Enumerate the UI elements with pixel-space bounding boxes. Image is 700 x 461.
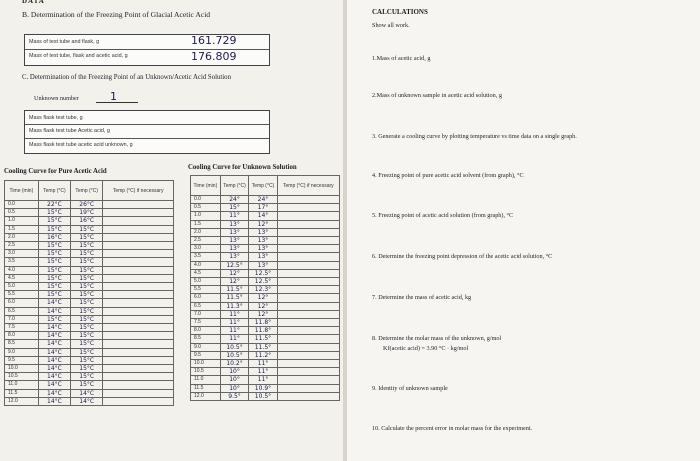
pure-row [5, 201, 174, 209]
pure-temp-cell [103, 332, 174, 340]
unknown-temp-cell: 11.8° [249, 327, 277, 335]
pure-temp-cell: 15°C [71, 274, 103, 282]
question-2: 2.Mass of unknown sample in acetic acid solution, g [372, 92, 502, 99]
unknown-row [191, 261, 340, 269]
unknown-time-cell: 0.5 [191, 204, 221, 212]
pure-temp-cell: 15°C [71, 324, 103, 332]
pure-temp-cell [103, 217, 174, 225]
pure-row [5, 365, 174, 373]
unknown-curve-title: Cooling Curve for Unknown Solution [188, 164, 297, 171]
pure-row [5, 283, 174, 291]
unknown-temp-cell: 11.5° [220, 286, 248, 294]
unknown-cooling-table [190, 175, 340, 401]
pure-time-cell: 2.5 [5, 242, 39, 250]
pure-temp-cell: 15°C [38, 242, 70, 250]
pure-temp-cell: 15°C [71, 258, 103, 266]
unknown-row [191, 286, 340, 294]
pure-temp-cell [103, 315, 174, 323]
unknown-number-value: 1 [110, 90, 117, 103]
pure-temp-cell [103, 373, 174, 381]
pure-row [5, 340, 174, 348]
unknown-header-4: Temp (°C) if necessary [277, 176, 339, 196]
pure-temp-cell: 14°C [38, 332, 70, 340]
unknown-header-3: Temp (°C) [249, 176, 277, 196]
unknown-header-1: Time (min) [191, 176, 221, 196]
unknown-time-cell: 7.0 [191, 310, 221, 318]
pure-row [5, 373, 174, 381]
pure-temp-cell: 15°C [38, 274, 70, 282]
unknown-row [191, 196, 340, 204]
unknown-time-cell: 10.0 [191, 360, 221, 368]
pure-temp-cell [103, 233, 174, 241]
pure-row [5, 397, 174, 405]
calculations-title: CALCULATIONS [372, 8, 428, 16]
question-8: 8. Determine the molar mass of the unknown, g/mol [372, 335, 502, 342]
pure-temp-cell: 14°C [38, 356, 70, 364]
question-9: 9. Identity of unknown sample [372, 385, 448, 392]
pure-time-cell: 0.0 [5, 201, 39, 209]
unknown-row [191, 278, 340, 286]
unknown-temp-cell: 12.3° [249, 286, 277, 294]
unknown-temp-cell [277, 294, 339, 302]
unknown-temp-cell: 11° [220, 327, 248, 335]
unknown-temp-cell [277, 253, 339, 261]
pure-temp-cell: 26°C [71, 201, 103, 209]
pure-temp-cell: 14°C [71, 389, 103, 397]
unknown-temp-cell: 12° [249, 294, 277, 302]
unknown-time-cell: 9.0 [191, 343, 221, 351]
pure-temp-cell: 15°C [71, 225, 103, 233]
unknown-temp-cell [277, 220, 339, 228]
unknown-time-cell: 2.5 [191, 237, 221, 245]
pure-temp-cell: 14°C [38, 397, 70, 405]
pure-temp-cell: 14°C [38, 381, 70, 389]
pure-temp-cell: 15°C [38, 266, 70, 274]
mass-flask-tt-acid-label: Mass flask test tube Acetic acid, g [29, 128, 110, 134]
unknown-time-cell: 5.0 [191, 278, 221, 286]
unknown-temp-cell [277, 351, 339, 359]
pure-temp-cell: 15°C [38, 291, 70, 299]
unknown-temp-cell [277, 269, 339, 277]
pure-row [5, 225, 174, 233]
section-b-title: B. Determination of the Freezing Point of Glacial Acetic Acid [22, 10, 211, 19]
unknown-time-cell: 4.5 [191, 269, 221, 277]
unknown-temp-cell: 11.5° [249, 343, 277, 351]
unknown-time-cell: 1.5 [191, 220, 221, 228]
unknown-time-cell: 11.5 [191, 384, 221, 392]
pure-temp-cell [103, 291, 174, 299]
unknown-temp-cell [277, 376, 339, 384]
pure-time-cell: 8.0 [5, 332, 39, 340]
unknown-time-cell: 7.5 [191, 319, 221, 327]
unknown-temp-cell: 13° [220, 228, 248, 236]
unknown-row [191, 384, 340, 392]
section-b-table [24, 34, 270, 66]
pure-row [5, 381, 174, 389]
unknown-temp-cell: 13° [220, 245, 248, 253]
pure-time-cell: 1.5 [5, 225, 39, 233]
section-c-title: C. Determination of the Freezing Point of an Unknown/Acetic Acid Solution [22, 74, 231, 81]
pure-temp-cell: 15°C [71, 233, 103, 241]
pure-row [5, 307, 174, 315]
pure-temp-cell [103, 225, 174, 233]
unknown-row [191, 294, 340, 302]
data-sheet-photo [0, 0, 343, 461]
pure-temp-cell: 15°C [71, 381, 103, 389]
unknown-temp-cell: 9.5° [220, 392, 248, 400]
pure-time-cell: 0.5 [5, 209, 39, 217]
pure-temp-cell: 14°C [38, 348, 70, 356]
unknown-temp-cell: 12.5° [249, 269, 277, 277]
pure-time-cell: 4.0 [5, 266, 39, 274]
unknown-temp-cell [277, 343, 339, 351]
pure-row [5, 356, 174, 364]
pure-row [5, 299, 174, 307]
unknown-time-cell: 3.0 [191, 245, 221, 253]
pure-temp-cell [103, 397, 174, 405]
unknown-row [191, 368, 340, 376]
unknown-time-cell: 8.5 [191, 335, 221, 343]
pure-temp-cell: 15°C [71, 242, 103, 250]
pure-temp-cell: 15°C [38, 315, 70, 323]
pure-temp-cell [103, 258, 174, 266]
pure-header-3: Temp (°C) [71, 181, 103, 201]
pure-temp-cell: 15°C [71, 365, 103, 373]
pure-row [5, 217, 174, 225]
unknown-temp-cell [277, 384, 339, 392]
unknown-time-cell: 6.5 [191, 302, 221, 310]
unknown-temp-cell [277, 278, 339, 286]
question-8-note: Kf(acetic acid) = 3.90 °C · kg/mol [383, 345, 469, 352]
pure-time-cell: 9.0 [5, 348, 39, 356]
pure-row [5, 266, 174, 274]
unknown-row [191, 376, 340, 384]
unknown-row [191, 351, 340, 359]
question-10: 10. Calculate the percent error in molar mass for the experiment. [372, 425, 533, 432]
unknown-temp-cell [277, 286, 339, 294]
pure-time-cell: 2.0 [5, 233, 39, 241]
unknown-time-cell: 3.5 [191, 253, 221, 261]
pure-temp-cell: 15°C [71, 340, 103, 348]
calculations-subtitle: Show all work. [372, 22, 410, 29]
pure-time-cell: 4.5 [5, 274, 39, 282]
unknown-temp-cell: 13° [249, 237, 277, 245]
unknown-temp-cell [277, 245, 339, 253]
unknown-temp-cell: 11° [249, 368, 277, 376]
pure-temp-cell [103, 274, 174, 282]
unknown-temp-cell: 13° [220, 220, 248, 228]
pure-time-cell: 3.0 [5, 250, 39, 258]
unknown-temp-cell [277, 327, 339, 335]
pure-temp-cell: 16°C [71, 217, 103, 225]
unknown-temp-cell: 11° [220, 335, 248, 343]
pure-temp-cell: 15°C [71, 266, 103, 274]
unknown-temp-cell: 12° [249, 310, 277, 318]
unknown-temp-cell: 14° [249, 212, 277, 220]
pure-time-cell: 7.0 [5, 315, 39, 323]
pure-row [5, 332, 174, 340]
pure-row [5, 274, 174, 282]
pure-temp-cell [103, 356, 174, 364]
unknown-temp-cell: 13° [249, 261, 277, 269]
question-4: 4. Freezing point of pure acetic acid solvent (from graph), °C [372, 172, 524, 179]
pure-temp-cell: 15°C [38, 225, 70, 233]
unknown-time-cell: 11.0 [191, 376, 221, 384]
mass-acid-label: Mass of test tube, flask and acetic acid, g [29, 53, 128, 59]
unknown-temp-cell: 10° [220, 384, 248, 392]
unknown-time-cell: 9.5 [191, 351, 221, 359]
pure-time-cell: 3.5 [5, 258, 39, 266]
pure-row [5, 315, 174, 323]
pure-temp-cell [103, 340, 174, 348]
unknown-time-cell: 0.0 [191, 196, 221, 204]
pure-temp-cell: 15°C [38, 209, 70, 217]
unknown-time-cell: 10.5 [191, 368, 221, 376]
unknown-row [191, 310, 340, 318]
pure-temp-cell [103, 389, 174, 397]
pure-temp-cell [103, 201, 174, 209]
question-5: 5. Freezing point of acetic acid solution (from graph), °C [372, 212, 514, 219]
pure-temp-cell [103, 381, 174, 389]
question-3: 3. Generate a cooling curve by plotting temperature vs time data on a single graph. [372, 133, 577, 140]
pure-temp-cell: 15°C [71, 332, 103, 340]
pure-temp-cell: 15°C [71, 315, 103, 323]
unknown-temp-cell: 12° [249, 220, 277, 228]
pure-temp-cell: 22°C [38, 201, 70, 209]
pure-time-cell: 11.5 [5, 389, 39, 397]
pure-temp-cell: 15°C [71, 283, 103, 291]
unknown-temp-cell: 24° [249, 196, 277, 204]
unknown-row [191, 212, 340, 220]
pure-temp-cell: 14°C [38, 373, 70, 381]
pure-temp-cell: 15°C [71, 291, 103, 299]
pure-time-cell: 1.0 [5, 217, 39, 225]
unknown-row [191, 269, 340, 277]
unknown-temp-cell: 10.5° [220, 343, 248, 351]
unknown-temp-cell [277, 368, 339, 376]
pure-temp-cell: 15°C [71, 373, 103, 381]
unknown-number-label: Unknown number [34, 95, 79, 102]
pure-temp-cell: 14°C [38, 324, 70, 332]
pure-temp-cell: 15°C [38, 250, 70, 258]
pure-time-cell: 7.5 [5, 324, 39, 332]
unknown-temp-cell: 12.5° [249, 278, 277, 286]
pure-temp-cell: 15°C [38, 258, 70, 266]
pure-temp-cell: 15°C [71, 307, 103, 315]
pure-temp-cell [103, 209, 174, 217]
unknown-temp-cell [277, 228, 339, 236]
mass-flask-tt-acid-unknown-label: Mass flask test tube acetic acid unknown, g [29, 142, 133, 148]
question-1: 1.Mass of acetic acid, g [372, 55, 431, 62]
unknown-temp-cell [277, 360, 339, 368]
unknown-temp-cell: 13° [220, 253, 248, 261]
pure-header-2: Temp (°C) [38, 181, 70, 201]
unknown-temp-cell: 10.5° [249, 392, 277, 400]
pure-time-cell: 5.0 [5, 283, 39, 291]
unknown-temp-cell: 12° [220, 269, 248, 277]
unknown-row [191, 360, 340, 368]
pure-temp-cell: 14°C [38, 365, 70, 373]
unknown-row [191, 327, 340, 335]
pure-row [5, 324, 174, 332]
pure-time-cell: 11.0 [5, 381, 39, 389]
pure-temp-cell [103, 299, 174, 307]
pure-temp-cell: 14°C [38, 299, 70, 307]
unknown-time-cell: 8.0 [191, 327, 221, 335]
unknown-row [191, 220, 340, 228]
row-divider [25, 138, 269, 139]
unknown-temp-cell: 11° [220, 212, 248, 220]
unknown-temp-cell: 11.5° [220, 294, 248, 302]
pure-temp-cell: 19°C [71, 209, 103, 217]
unknown-temp-cell: 10.9° [249, 384, 277, 392]
unknown-temp-cell: 12° [249, 302, 277, 310]
pure-header-1: Time (min) [5, 181, 39, 201]
pure-cooling-table [4, 180, 174, 406]
pure-temp-cell: 15°C [38, 217, 70, 225]
pure-row [5, 250, 174, 258]
pure-temp-cell [103, 307, 174, 315]
unknown-temp-cell: 11.2° [249, 351, 277, 359]
unknown-header-2: Temp (°C) [220, 176, 248, 196]
unknown-temp-cell: 13° [249, 253, 277, 261]
section-c-table [24, 110, 270, 154]
pure-temp-cell: 14°C [38, 389, 70, 397]
unknown-temp-cell: 13° [220, 237, 248, 245]
question-7: 7. Determine the mass of acetic acid, kg [372, 294, 472, 301]
unknown-row [191, 237, 340, 245]
unknown-row [191, 204, 340, 212]
unknown-row [191, 319, 340, 327]
pure-temp-cell: 15°C [71, 356, 103, 364]
pure-row [5, 348, 174, 356]
unknown-temp-cell [277, 196, 339, 204]
unknown-time-cell: 1.0 [191, 212, 221, 220]
unknown-temp-cell [277, 392, 339, 400]
unknown-row [191, 302, 340, 310]
pure-time-cell: 9.5 [5, 356, 39, 364]
pure-temp-cell [103, 250, 174, 258]
unknown-temp-cell: 12.5° [220, 261, 248, 269]
unknown-temp-cell: 11° [220, 310, 248, 318]
pure-row [5, 233, 174, 241]
unknown-temp-cell: 11° [249, 376, 277, 384]
pure-time-cell: 5.5 [5, 291, 39, 299]
unknown-number-line [96, 102, 138, 103]
pure-temp-cell: 14°C [71, 397, 103, 405]
pure-row [5, 209, 174, 217]
unknown-time-cell: 2.0 [191, 228, 221, 236]
unknown-temp-cell: 11° [220, 319, 248, 327]
unknown-time-cell: 6.0 [191, 294, 221, 302]
pure-temp-cell: 14°C [38, 307, 70, 315]
pure-time-cell: 12.0 [5, 397, 39, 405]
unknown-row [191, 228, 340, 236]
pure-row [5, 389, 174, 397]
pure-time-cell: 10.5 [5, 373, 39, 381]
unknown-temp-cell [277, 261, 339, 269]
pure-temp-cell [103, 242, 174, 250]
pure-time-cell: 10.0 [5, 365, 39, 373]
unknown-row [191, 392, 340, 400]
pure-header-4: Temp (°C) if necessary [103, 181, 174, 201]
mass-flask-tt-label: Mass flask test tube, g [29, 115, 83, 121]
unknown-temp-cell: 11.8° [249, 319, 277, 327]
pure-temp-cell [103, 324, 174, 332]
mass-acid-value: 176.809 [191, 50, 237, 63]
pure-time-cell: 6.5 [5, 307, 39, 315]
unknown-temp-cell: 10° [220, 376, 248, 384]
pure-temp-cell [103, 266, 174, 274]
unknown-temp-cell: 11.5° [249, 335, 277, 343]
pure-row [5, 242, 174, 250]
unknown-temp-cell [277, 319, 339, 327]
unknown-temp-cell: 13° [249, 228, 277, 236]
mass-flask-value: 161.729 [191, 34, 237, 47]
unknown-time-cell: 12.0 [191, 392, 221, 400]
calculations-photo [347, 0, 700, 461]
pure-temp-cell: 15°C [71, 250, 103, 258]
unknown-temp-cell: 24° [220, 196, 248, 204]
unknown-temp-cell: 10.2° [220, 360, 248, 368]
pure-temp-cell: 16°C [38, 233, 70, 241]
pure-temp-cell: 15°C [38, 283, 70, 291]
pure-temp-cell [103, 283, 174, 291]
pure-time-cell: 6.0 [5, 299, 39, 307]
data-header-tag: DATA [22, 0, 45, 5]
unknown-row [191, 343, 340, 351]
pure-temp-cell: 15°C [71, 299, 103, 307]
unknown-temp-cell: 10° [220, 368, 248, 376]
unknown-temp-cell: 17° [249, 204, 277, 212]
unknown-temp-cell: 10.5° [220, 351, 248, 359]
pure-row [5, 291, 174, 299]
pure-temp-cell [103, 365, 174, 373]
unknown-temp-cell [277, 237, 339, 245]
unknown-temp-cell: 11° [249, 360, 277, 368]
unknown-temp-cell: 11.3° [220, 302, 248, 310]
question-6: 6. Determine the freezing point depression of the acetic acid solution, °C [372, 253, 553, 260]
row-divider [25, 124, 269, 125]
mass-flask-label: Mass of test tube and flask, g [29, 39, 100, 45]
unknown-temp-cell [277, 204, 339, 212]
pure-curve-title: Cooling Curve for Pure Acetic Acid [4, 168, 107, 175]
pure-temp-cell: 14°C [38, 340, 70, 348]
unknown-time-cell: 4.0 [191, 261, 221, 269]
unknown-row [191, 245, 340, 253]
pure-time-cell: 8.5 [5, 340, 39, 348]
pure-temp-cell: 15°C [71, 348, 103, 356]
unknown-temp-cell: 12° [220, 278, 248, 286]
unknown-row [191, 253, 340, 261]
unknown-temp-cell: 15° [220, 204, 248, 212]
unknown-time-cell: 5.5 [191, 286, 221, 294]
unknown-temp-cell [277, 310, 339, 318]
unknown-temp-cell [277, 302, 339, 310]
pure-row [5, 258, 174, 266]
unknown-temp-cell [277, 212, 339, 220]
unknown-row [191, 335, 340, 343]
pure-temp-cell [103, 348, 174, 356]
unknown-temp-cell [277, 335, 339, 343]
unknown-temp-cell: 13° [249, 245, 277, 253]
